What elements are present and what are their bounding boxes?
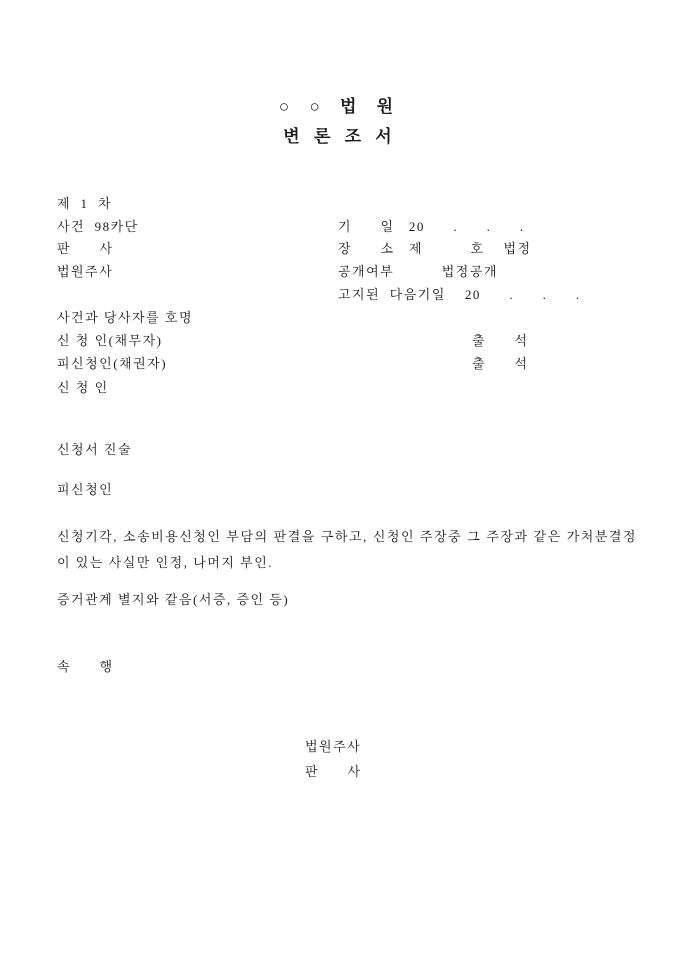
attendance-applicant: 출 석 <box>472 333 529 348</box>
court-clerk-label: 법원주사 <box>57 264 114 279</box>
document-title: 변 론 조 서 <box>283 127 397 146</box>
call-notice-text: 사건과 당사자를 호명 <box>57 310 194 325</box>
signature-judge: 판 사 <box>305 764 362 779</box>
case-number: 사건 98카단 <box>57 219 139 234</box>
applicant-label: 신 청 인 <box>57 380 109 395</box>
hearing-place-field: 장 소 제 호 법정 <box>338 241 532 256</box>
disclosure-field: 공개여부 법정공개 <box>338 264 498 279</box>
continuation-note: 속 행 <box>57 659 114 674</box>
statement-text: 신청서 진술 <box>57 442 133 457</box>
session-number: 제 1 차 <box>57 196 113 211</box>
judge-label: 판 사 <box>57 241 114 256</box>
evidence-note: 증거관계 별지와 같음(서증, 증인 등) <box>57 592 290 607</box>
applicant-debtor-label: 신 청 인(채무자) <box>57 333 163 348</box>
attendance-respondent: 출 석 <box>472 356 529 371</box>
respondent-heading: 피신청인 <box>57 482 114 497</box>
signature-court-clerk: 법원주사 <box>305 739 362 754</box>
respondent-argument-paragraph: 신청기각, 소송비용신청인 부담의 판결을 구하고, 신청인 주장중 그 주장과 같은 가처분결정이 있는 사실만 인정, 나머지 부인. <box>57 529 637 570</box>
hearing-date-field: 기 일 20 . . . <box>338 219 525 234</box>
court-name-title: ○ ○ 법 원 <box>278 97 402 116</box>
respondent-creditor-label: 피신청인(채권자) <box>57 356 168 371</box>
next-hearing-field: 고지된 다음기일 20 . . . <box>338 287 581 302</box>
